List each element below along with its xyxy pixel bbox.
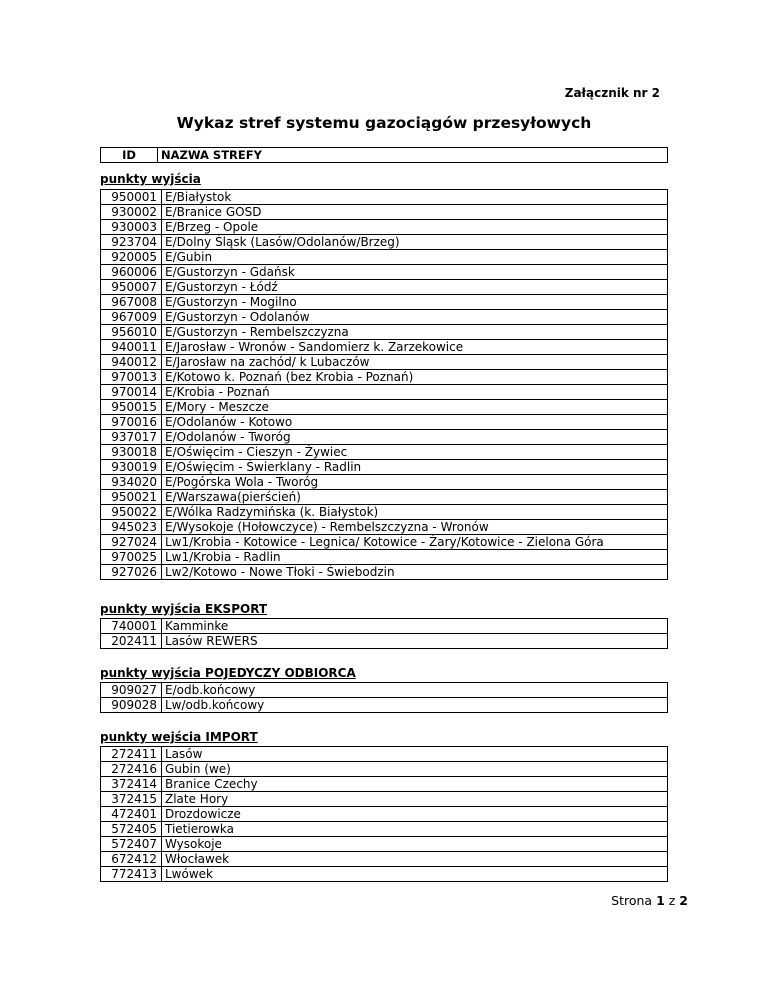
table-row xyxy=(101,550,668,565)
zone-name-cell: Tietierowka xyxy=(162,822,668,837)
zone-id-cell: 927024 xyxy=(101,535,162,550)
table-row xyxy=(101,475,668,490)
footer-sep: z xyxy=(668,893,676,908)
zone-name-cell: E/Gubin xyxy=(162,250,668,265)
zone-name-cell: Lwówek xyxy=(162,867,668,882)
zone-name-cell: E/Oświęcim - Cieszyn - Żywiec xyxy=(162,445,668,460)
zone-id-cell: 909028 xyxy=(101,698,162,713)
table-row xyxy=(101,325,668,340)
zone-name-cell: E/odb.końcowy xyxy=(162,683,668,698)
zone-name-cell: E/Dolny Śląsk (Lasów/Odolanów/Brzeg) xyxy=(162,235,668,250)
zone-id-cell: 472401 xyxy=(101,807,162,822)
footer-total: 2 xyxy=(679,893,688,908)
zone-id-cell: 740001 xyxy=(101,619,162,634)
zone-name-cell: E/Branice GOSD xyxy=(162,205,668,220)
zone-id-cell: 930019 xyxy=(101,460,162,475)
zone-id-cell: 934020 xyxy=(101,475,162,490)
table-row xyxy=(101,619,668,634)
zone-name-cell: E/Odolanów - Kotowo xyxy=(162,415,668,430)
zone-name-cell: E/Krobia - Poznań xyxy=(162,385,668,400)
zone-name-cell: E/Brzeg - Opole xyxy=(162,220,668,235)
footer-page: 1 xyxy=(656,893,665,908)
zone-name-cell: Wysokoje xyxy=(162,837,668,852)
zone-id-cell: 967009 xyxy=(101,310,162,325)
zone-name-cell: E/Wysokoje (Hołowczyce) - Rembelszczyzna - Wronów xyxy=(162,520,668,535)
zone-id-cell: 572407 xyxy=(101,837,162,852)
zone-name-cell: Branice Czechy xyxy=(162,777,668,792)
table-row xyxy=(101,370,668,385)
zone-name-cell: E/Gustorzyn - Rembelszczyzna xyxy=(162,325,668,340)
zone-id-cell: 970014 xyxy=(101,385,162,400)
zone-id-cell: 372415 xyxy=(101,792,162,807)
zone-id-cell: 930003 xyxy=(101,220,162,235)
section-table-import-points xyxy=(100,746,668,882)
table-row xyxy=(101,445,668,460)
table-row xyxy=(101,430,668,445)
zone-name-cell: Drozdowicze xyxy=(162,807,668,822)
table-row xyxy=(101,565,668,580)
zone-name-cell: Lw/odb.końcowy xyxy=(162,698,668,713)
zone-name-cell: Lw1/Krobia - Kotowice - Legnica/ Kotowice - Żary/Kotowice - Zielona Góra xyxy=(162,535,668,550)
zone-id-cell: 970013 xyxy=(101,370,162,385)
table-row xyxy=(101,535,668,550)
zone-id-cell: 272416 xyxy=(101,762,162,777)
zone-id-cell: 202411 xyxy=(101,634,162,649)
table-row xyxy=(101,460,668,475)
zone-name-cell: E/Oświęcim - Świerklany - Radlin xyxy=(162,460,668,475)
table-row xyxy=(101,807,668,822)
zone-name-cell: Gubin (we) xyxy=(162,762,668,777)
zone-id-cell: 272411 xyxy=(101,747,162,762)
table-row xyxy=(101,280,668,295)
table-row xyxy=(101,762,668,777)
zone-id-cell: 950015 xyxy=(101,400,162,415)
header-table xyxy=(100,147,668,163)
zone-name-cell: E/Gustorzyn - Gdańsk xyxy=(162,265,668,280)
zone-id-cell: 672412 xyxy=(101,852,162,867)
section-table-exit-points xyxy=(100,189,668,580)
zone-name-cell: Lasów xyxy=(162,747,668,762)
table-row xyxy=(101,505,668,520)
zone-name-cell: E/Gustorzyn - Mogilno xyxy=(162,295,668,310)
table-row xyxy=(101,295,668,310)
table-row xyxy=(101,520,668,535)
zone-id-cell: 940011 xyxy=(101,340,162,355)
zone-id-cell: 970016 xyxy=(101,415,162,430)
zone-name-cell: Lw1/Krobia - Radlin xyxy=(162,550,668,565)
zone-name-cell: E/Wólka Radzymińska (k. Białystok) xyxy=(162,505,668,520)
zone-id-cell: 572405 xyxy=(101,822,162,837)
zone-id-cell: 772413 xyxy=(101,867,162,882)
table-row xyxy=(101,822,668,837)
table-row xyxy=(101,490,668,505)
page-footer xyxy=(611,893,688,908)
header-row xyxy=(101,148,668,163)
table-row xyxy=(101,205,668,220)
table-row xyxy=(101,852,668,867)
zone-name-cell: Kamminke xyxy=(162,619,668,634)
zone-id-cell: 945023 xyxy=(101,520,162,535)
table-row xyxy=(101,190,668,205)
section-title-exit-points: punkty wyjścia xyxy=(100,172,201,186)
footer-prefix: Strona xyxy=(611,893,653,908)
zone-name-cell: E/Kotowo k. Poznań (bez Krobia - Poznań) xyxy=(162,370,668,385)
table-row xyxy=(101,355,668,370)
zone-id-cell: 372414 xyxy=(101,777,162,792)
zone-id-cell: 950021 xyxy=(101,490,162,505)
zone-name-cell: Włocławek xyxy=(162,852,668,867)
zone-id-cell: 937017 xyxy=(101,430,162,445)
table-row xyxy=(101,265,668,280)
zone-name-cell: Lw2/Kotowo - Nowe Tłoki - Świebodzin xyxy=(162,565,668,580)
zone-id-cell: 930002 xyxy=(101,205,162,220)
table-row xyxy=(101,747,668,762)
zone-id-cell: 967008 xyxy=(101,295,162,310)
id-column-header: ID xyxy=(101,148,158,163)
section-title-single-consumer-points: punkty wyjścia POJEDYCZY ODBIORCA xyxy=(100,666,356,680)
zone-id-cell: 927026 xyxy=(101,565,162,580)
table-row xyxy=(101,310,668,325)
zone-id-cell: 923704 xyxy=(101,235,162,250)
section-table-export-points xyxy=(100,618,668,649)
table-row xyxy=(101,235,668,250)
zone-id-cell: 940012 xyxy=(101,355,162,370)
zone-id-cell: 950007 xyxy=(101,280,162,295)
table-row xyxy=(101,867,668,882)
table-row xyxy=(101,634,668,649)
zone-id-cell: 956010 xyxy=(101,325,162,340)
zone-name-cell: Lasów REWERS xyxy=(162,634,668,649)
name-column-header: NAZWA STREFY xyxy=(158,148,668,163)
section-table-single-consumer-points xyxy=(100,682,668,713)
table-row xyxy=(101,400,668,415)
table-row xyxy=(101,683,668,698)
table-row xyxy=(101,698,668,713)
table-row xyxy=(101,220,668,235)
zone-name-cell: Zlate Hory xyxy=(162,792,668,807)
zone-id-cell: 909027 xyxy=(101,683,162,698)
section-title-export-points: punkty wyjścia EKSPORT xyxy=(100,602,268,616)
zone-name-cell: E/Odolanów - Tworóg xyxy=(162,430,668,445)
table-row xyxy=(101,250,668,265)
zone-id-cell: 930018 xyxy=(101,445,162,460)
annex-label: Załącznik nr 2 xyxy=(564,86,660,100)
zone-name-cell: E/Gustorzyn - Odolanów xyxy=(162,310,668,325)
zone-name-cell: E/Pogórska Wola - Tworóg xyxy=(162,475,668,490)
zone-name-cell: E/Jarosław na zachód/ k Lubaczów xyxy=(162,355,668,370)
zone-id-cell: 920005 xyxy=(101,250,162,265)
zone-name-cell: E/Gustorzyn - Łódź xyxy=(162,280,668,295)
table-row xyxy=(101,792,668,807)
zone-id-cell: 970025 xyxy=(101,550,162,565)
zone-name-cell: E/Mory - Meszcze xyxy=(162,400,668,415)
zone-name-cell: E/Jarosław - Wronów - Sandomierz k. Zarzekowice xyxy=(162,340,668,355)
zone-id-cell: 950022 xyxy=(101,505,162,520)
zone-id-cell: 960006 xyxy=(101,265,162,280)
table-row xyxy=(101,777,668,792)
zone-name-cell: E/Białystok xyxy=(162,190,668,205)
table-row xyxy=(101,837,668,852)
section-title-import-points: punkty wejścia IMPORT xyxy=(100,730,258,744)
document-title: Wykaz stref systemu gazociągów przesyłowych xyxy=(176,114,592,132)
zone-id-cell: 950001 xyxy=(101,190,162,205)
table-row xyxy=(101,340,668,355)
table-row xyxy=(101,415,668,430)
table-row xyxy=(101,385,668,400)
zone-name-cell: E/Warszawa(pierścień) xyxy=(162,490,668,505)
